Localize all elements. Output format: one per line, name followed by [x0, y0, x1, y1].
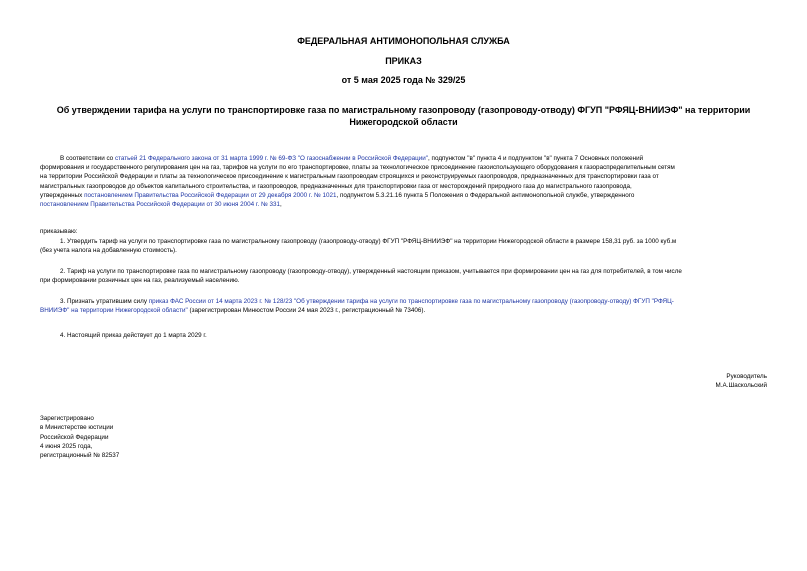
- preamble-text: , подпунктом 5.3.21.16 пункта 5 Положения о Федеральной антимонопольной службе, утвержденного: [336, 191, 635, 199]
- law-69-fz-link[interactable]: статьей 21 Федерального закона от 31 марта 1999 г. № 69-ФЗ "О газоснабжении в Российской Федерации": [114, 155, 429, 162]
- item-3-text: 3. Признать утратившим силу: [60, 298, 149, 305]
- item-1-line-1: 1. Утвердить тариф на услуги по транспортировке газа по магистральному газопроводу (газопроводу-отводу) ФГУП "РФЯЦ-ВНИИЭФ" на территории Нижегородской области в размере 158,31 руб. за 1000 куб.м: [60, 238, 677, 245]
- preamble-line-6: [40, 200, 767, 209]
- item-4-line: 4. Настоящий приказ действует до 1 марта 2029 г.: [60, 332, 207, 339]
- order-128-23-link[interactable]: приказ ФАС России от 14 марта 2023 г. № 128/23 "Об утверждении тарифа на услуги по транспортировке газа по магистральному газопроводу (газопроводу-отводу) ФГУП "РФЯЦ-: [148, 298, 674, 305]
- preamble-line-4: магистральных газопроводов до объектов капитального строительства, и газопроводов, предназначенных для транспортировки газа от месторождений природного газа до магистрального газопровода,: [40, 182, 632, 190]
- signatory-name: М.А.Шаскольский: [715, 382, 767, 389]
- title-line-1: Об утверждении тарифа на услуги по транспортировке газа по магистральному газопроводу (газопроводу-отводу) ФГУП "РФЯЦ-ВНИИЭФ" на территории: [56, 105, 751, 115]
- item-1-line-2: (без учета налога на добавленную стоимость).: [40, 247, 177, 255]
- registration-line-1: Зарегистрировано: [40, 415, 94, 422]
- item-2-line-2: при формировании розничных цен на газ, реализуемый населению.: [40, 277, 240, 285]
- resolution-331-link[interactable]: постановлением Правительства Российской Федерации от 30 июня 2004 г. № 331: [40, 201, 280, 209]
- order-word: [40, 227, 767, 236]
- item-2: [40, 267, 767, 285]
- resolution-1021-link[interactable]: постановлением Правительства Российской Федерации от 29 декабря 2000 г. № 1021: [84, 191, 337, 199]
- document-type: ПРИКАЗ: [385, 56, 422, 66]
- preamble-text: В соответствии со: [60, 155, 115, 162]
- registration-line-2: в Министерстве юстиции: [40, 424, 114, 432]
- registration-line-3: Российской Федерации: [40, 433, 109, 441]
- preamble-text: ,: [279, 201, 282, 209]
- preamble-text: утвержденных: [40, 191, 85, 199]
- item-4: [40, 331, 767, 340]
- signature-block: [716, 372, 767, 390]
- signatory-position: Руководитель: [726, 373, 767, 380]
- item-3-line-1: [40, 297, 767, 306]
- document-date-number: от 5 мая 2025 года № 329/25: [341, 75, 466, 85]
- title-line-2: Нижегородской области: [349, 117, 458, 127]
- preamble-line-3: на территории Российской Федерации и платы за технологическое присоединение к магистральным газопроводам строящихся и реконструируемых газопроводов, предназначенных для транспортировки газа от: [40, 173, 659, 181]
- item-2-line-1: 2. Тариф на услуги по транспортировке газа по магистральному газопроводу (газопроводу-отводу), утвержденный настоящим приказом, учитывается при формировании цен на газ для потребителей, в том числе: [60, 268, 682, 275]
- preamble-line-2: формирования и государственного регулирования цен на газ, тарифов на услуги по его транспортировке, платы за технологическое присоединение газоиспользующего оборудования к газораспределительным сетям: [40, 164, 675, 172]
- preamble-paragraph: [40, 154, 767, 209]
- document-title: [40, 104, 767, 128]
- preamble-line-5: [40, 191, 767, 200]
- order-word-text: приказываю:: [40, 228, 78, 235]
- item-1: [40, 237, 767, 255]
- order-128-23-link-cont[interactable]: ВНИИЭФ" на территории Нижегородской области": [40, 307, 188, 315]
- registration-block: [40, 414, 119, 460]
- preamble-text: , подпунктом "в" пункта 4 и подпунктом "в" пункта 7 Основных положений: [428, 155, 644, 162]
- item-3: [40, 297, 767, 315]
- item-3-line-2: [40, 306, 767, 315]
- registration-line-5: регистрационный № 82537: [40, 452, 120, 460]
- registration-line-4: 4 июня 2025 года,: [40, 442, 93, 450]
- agency-name: ФЕДЕРАЛЬНАЯ АНТИМОНОПОЛЬНАЯ СЛУЖБА: [297, 36, 510, 46]
- preamble-line-1: [40, 154, 767, 163]
- item-3-text: (зарегистрирован Минюстом России 24 мая 2023 г., регистрационный № 73406).: [187, 307, 426, 315]
